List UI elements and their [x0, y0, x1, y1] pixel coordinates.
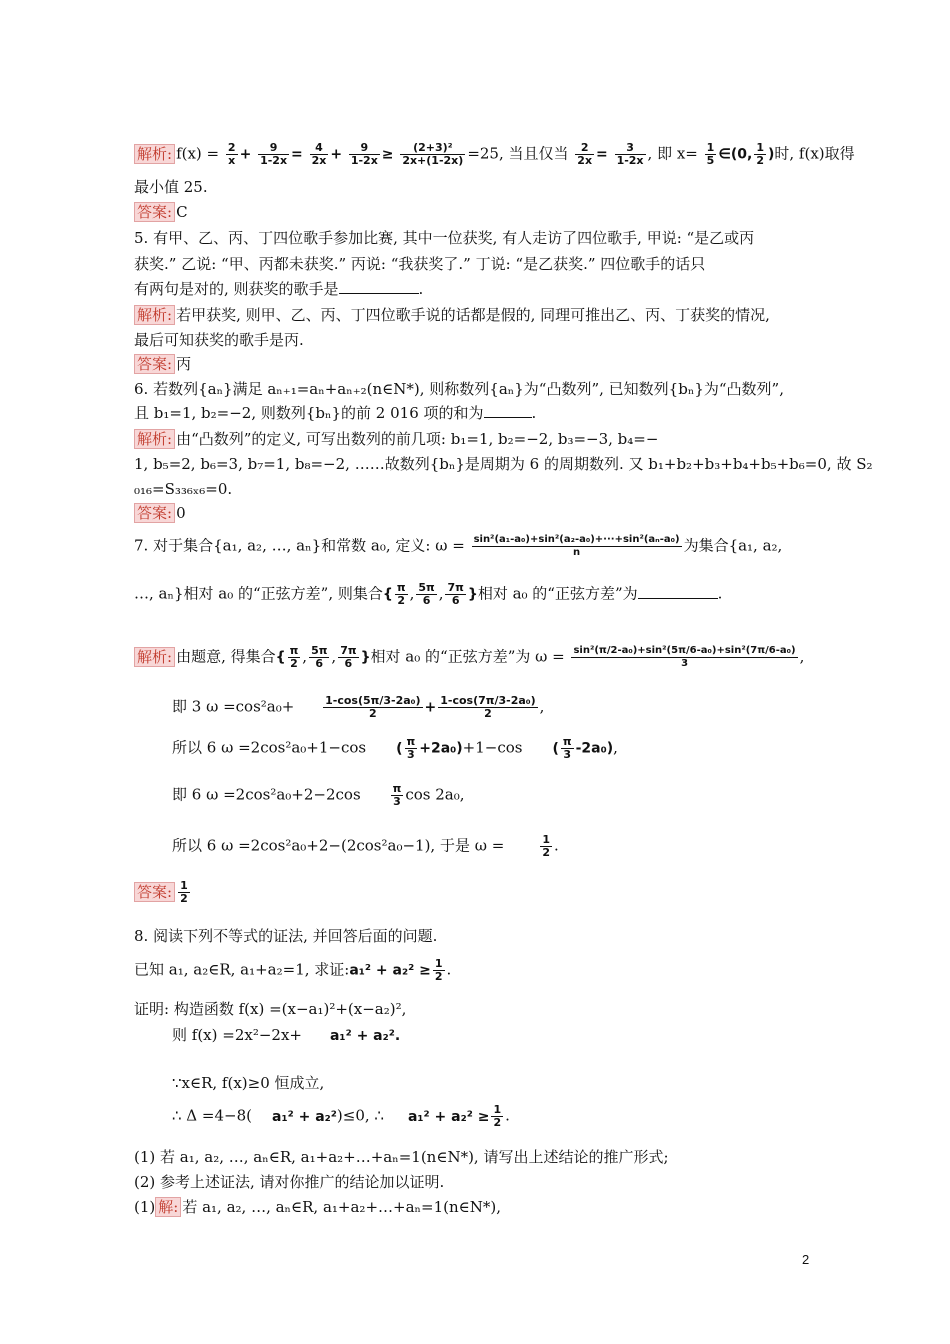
q8-line2: 已知 a₁, a₂∈R, a₁+a₂=1, 求证:a₁² + a₂² ≥ $\frac{1}{2}$ .: [134, 957, 452, 983]
fraction: $\frac{9}{1-2x}$: [260, 141, 288, 167]
q6-line1: 6. 若数列{aₙ}满足 aₙ₊₁=aₙ+aₙ₊₂(n∈N*), 则称数列{aₙ}为“凸数列”, 已知数列{bₙ}为“凸数列”,: [134, 380, 784, 398]
q6-answer: 答案: 0: [134, 502, 186, 524]
q5-jiexi2: 最后可知获奖的歌手是丙.: [134, 331, 304, 349]
q8-proof3: ∵x∈R, f(x)≥0 恒成立,: [172, 1074, 325, 1092]
q8-line1: 8. 阅读下列不等式的证法, 并回答后面的问题.: [134, 927, 438, 945]
q4-jiexi-line: 解析: f(x) = $\frac{2}{x}$ + $\frac{9}{1-2x}$ = $\frac{4}{2x}$ + $\frac{9}{1-2x}$ ≥ $\frac{\text{(2+3)²}}{2x+(1-2x)}$ =25, 当且仅当 $\frac{2}{2x}$ = $\frac{3}{1-2x}$ , 即 x= $\frac{1}{5}$ ∈(0, $\frac{1}{2}$ )时, f(x)取得: [134, 142, 855, 167]
answer-tag: 答案:: [134, 882, 175, 902]
q4-answer: 答案: C: [134, 201, 188, 223]
fraction: $\frac{1}{5}$: [706, 141, 715, 167]
answer-blank: [339, 279, 419, 294]
fraction: $\frac{\text{sin²(π/2-a₀)+sin²(5π/6-a₀)+sin²(7π/6-a₀)}}{3}$: [573, 645, 796, 669]
q5-line1: 5. 有甲、乙、丙、丁四位歌手参加比赛, 其中一位获奖, 有人走访了四位歌手, 甲说: “是乙或丙: [134, 229, 755, 247]
q6-line2: 且 b₁=1, b₂=−2, 则数列{bₙ}的前 2 016 项的和为 .: [134, 404, 537, 422]
fraction: $\frac{9}{1-2x}$: [350, 141, 378, 167]
q8-solution: (1) 解: 若 a₁, a₂, …, aₙ∈R, a₁+a₂+…+aₙ=1(n∈N*),: [134, 1198, 501, 1216]
fraction: $\frac{4}{2x}$: [311, 141, 327, 167]
q7-line2: …, aₙ}相对 a₀ 的“正弦方差”, 则集合{ $\frac{\pi}{2}$ , $\frac{5\pi}{6}$ , $\frac{7\pi}{6}$ }相对 a₀ 的“正弦方差”为 .: [134, 581, 723, 607]
q8-question1: (1) 若 a₁, a₂, …, aₙ∈R, a₁+a₂+…+aₙ=1(n∈N*), 请写出上述结论的推广形式;: [134, 1148, 669, 1166]
q6-jiexi3: ₀₁₆=S₃₃₆ₓ₆=0.: [134, 480, 233, 498]
q7-jiexi1: 解析: 由题意, 得集合{ $\frac{\pi}{2}$ , $\frac{5\pi}{6}$ , $\frac{7\pi}{6}$ }相对 a₀ 的“正弦方差”为 ω = $\frac{\text{sin²(π/2-a₀)+sin²(5π/6-a₀)+sin²(7π/6-a₀)}}{3}$ ,: [134, 645, 804, 670]
q7-jiexi3: 所以 6 ω =2cos²a₀+1−cos ( $\frac{\pi}{3}$ +2a₀)+1−cos ( $\frac{\pi}{3}$ -2a₀),: [172, 735, 618, 761]
q7-jiexi5: 所以 6 ω =2cos²a₀+2−(2cos²a₀−1), 于是 ω = $\frac{1}{2}$ .: [172, 833, 559, 859]
q7-jiexi2: 即 3 ω =cos²a₀+ $\frac{\text{1-cos(5π/3-2a₀)}}{2}$ + $\frac{\text{1-cos(7π/3-2a₀)}}{2}$ ,: [172, 694, 545, 720]
q8-question2: (2) 参考上述证法, 请对你推广的结论加以证明.: [134, 1173, 445, 1191]
answer-blank: [638, 584, 718, 599]
q4-line2: 最小值 25.: [134, 178, 208, 196]
fraction: $\frac{3}{1-2x}$: [616, 141, 644, 167]
q8-proof4: ∴ Δ =4−8( a₁² + a₂²)≤0, ∴ a₁² + a₂² ≥ $\frac{1}{2}$ .: [172, 1103, 510, 1129]
jiexi-tag: 解析:: [134, 305, 175, 325]
q6-jiexi1: 解析: 由“凸数列”的定义, 可写出数列的前几项: b₁=1, b₂=−2, b₃=−3, b₄=−: [134, 428, 658, 450]
answer-tag: 答案:: [134, 202, 175, 222]
answer-tag: 答案:: [134, 503, 175, 523]
q7-jiexi4: 即 6 ω =2cos²a₀+2−2cos $\frac{\pi}{3}$ cos 2a₀,: [172, 782, 465, 808]
q5-answer: 答案: 丙: [134, 353, 191, 375]
q7-answer: 答案: $\frac{1}{2}$: [134, 880, 192, 905]
q5-jiexi1: 解析: 若甲获奖, 则甲、乙、丙、丁四位歌手说的话都是假的, 同理可推出乙、丙、丁获奖的情况,: [134, 304, 770, 326]
q8-proof1: 证明: 构造函数 f(x) =(x−a₁)²+(x−a₂)²,: [134, 1000, 407, 1018]
fraction: $\frac{\text{(2+3)²}}{2x+(1-2x)}$: [402, 141, 464, 167]
jie-tag: 解:: [155, 1197, 181, 1217]
page-number: 2: [802, 1252, 810, 1267]
answer-tag: 答案:: [134, 354, 175, 374]
jiexi-tag: 解析:: [134, 647, 175, 667]
fraction: $\frac{2}{2x}$: [577, 141, 593, 167]
fraction: $\frac{2}{x}$: [227, 141, 236, 167]
q6-jiexi2: 1, b₅=2, b₆=3, b₇=1, b₈=−2, ……故数列{bₙ}是周期为 6 的周期数列. 又 b₁+b₂+b₃+b₄+b₅+b₆=0, 故 S₂: [134, 455, 873, 473]
jiexi-tag: 解析:: [134, 144, 175, 164]
answer-blank: [484, 403, 532, 418]
q5-line2: 获奖.” 乙说: “甲、丙都未获奖.” 丙说: “我获奖了.” 丁说: “是乙获奖.” 四位歌手的话只: [134, 255, 706, 273]
jiexi-tag: 解析:: [134, 429, 175, 449]
fraction: $\frac{\text{1-cos(5π/3-2a₀)}}{2}$: [325, 694, 421, 720]
q8-proof2: 则 f(x) =2x²−2x+ a₁² + a₂².: [172, 1026, 401, 1044]
q7-line1: 7. 对于集合{a₁, a₂, …, aₙ}和常数 a₀, 定义: ω = $\frac{\text{sin²(a₁-a₀)+sin²(a₂-a₀)+···+sin²(aₙ-a₀)}}{n}$ 为集合{a₁, a₂,: [134, 534, 783, 558]
fraction: $\frac{\text{sin²(a₁-a₀)+sin²(a₂-a₀)+···+sin²(aₙ-a₀)}}{n}$: [473, 534, 680, 558]
q5-line3: 有两句是对的, 则获奖的歌手是 .: [134, 280, 424, 298]
